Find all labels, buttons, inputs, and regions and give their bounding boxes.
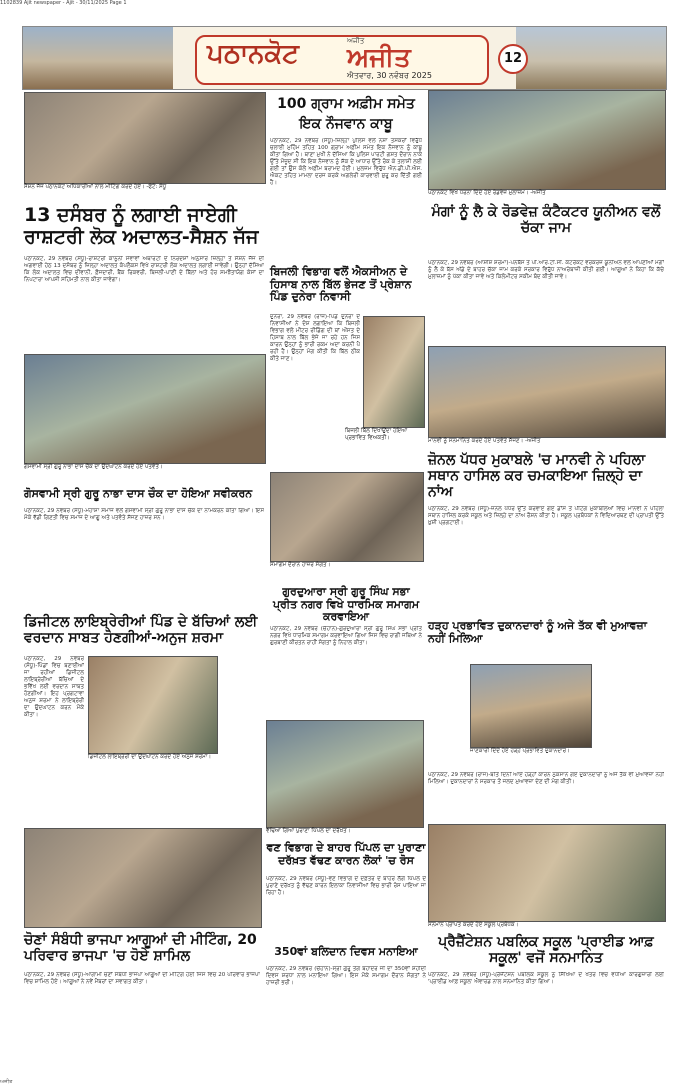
headline-opium-1: 100 ਗ੍ਰਾਮ ਅਫ਼ੀਮ ਸਮੇਤ (277, 96, 415, 112)
body-balidan: ਪਠਾਨਕੋਟ, 29 ਨਵੰਬਰ (ਚੌਹਾਨ)-ਸ੍ਰੀ ਗੁਰੂ ਤੇਗ ਬਹਾਦਰ ਜੀ ਦਾ 350ਵਾਂ ਸ਼ਹੀਦੀ ਦਿਵਸ ਸ਼ਰਧਾ ਨਾਲ ਮਨਾਇਆ ਗਿਆ। ਇਸ ਮੌਕੇ ਸਮਾਗਮ ਦੌਰਾਨ ਸੰਗਤਾਂ ਨੇ ਹਾਜ਼ਰੀ ਭਰੀ। (266, 966, 426, 986)
body-bjp: ਪਠਾਨਕੋਟ, 29 ਨਵੰਬਰ (ਸੰਧੂ)-ਆਗਾਮੀ ਚੋਣਾਂ ਸੰਬੰਧੀ ਭਾਜਪਾ ਆਗੂਆਂ ਦੀ ਮੀਟਿੰਗ ਹੋਈ ਜਿਸ ਵਿਚ 20 ਪਰਿਵਾਰ ਭਾਜਪਾ ਵਿਚ ਸ਼ਾਮਿਲ ਹੋਏ। ਆਗੂਆਂ ਨੇ ਨਵੇਂ ਮੈਂਬਰਾਂ ਦਾ ਸਵਾਗਤ ਕੀਤਾ। (24, 972, 260, 985)
photo-protest (428, 90, 666, 190)
caption-roadways: ਪਠਾਨਕੋਟ ਵਿਖੇ ਧਰਨਾ ਦਿੰਦੇ ਹੋਏ ਰੋਡਵੇਜ਼ ਮੁਲਾਜ਼ਮ। -ਅਜੀਤ (428, 190, 546, 196)
caption-presentation: ਸਨਮਾਨ ਪ੍ਰਾਪਤ ਕਰਦੇ ਹੋਏ ਸਕੂਲ ਪ੍ਰਬੰਧਕ। (428, 922, 519, 928)
photo-goswami (24, 354, 266, 464)
headline-gurudwara: ਗੁਰਦੁਆਰਾ ਸ੍ਰੀ ਗੁਰੂ ਸਿੰਘ ਸਭਾ ਪ੍ਰੀਤ ਨਗਰ ਵਿਖੇ ਧਾਰਮਿਕ ਸਮਾਗਮ ਕਰਵਾਇਆ (272, 585, 420, 624)
masthead-date: ਐਤਵਾਰ, 30 ਨਵੰਬਰ 2025 (347, 71, 432, 80)
footer: ਅਜੀਤ (0, 1079, 13, 1085)
caption-goswami: ਗੋਸਵਾਮੀ ਸ੍ਰੀ ਗੁਰੂ ਨਾਭਾ ਦਾਸ ਚੌਕ ਦਾ ਉਦਘਾਟਨ ਕਰਦੇ ਹੋਏ ਪਤਵੰਤੇ। (24, 464, 163, 470)
masthead-sub: ਅਜੀਤ (347, 37, 365, 45)
caption-lok-adalat: ਸੈਸ਼ਨ ਜੱਜ ਪਠਾਨਕੋਟ ਅਧਿਕਾਰੀਆਂ ਨਾਲ ਮੀਟਿੰਗ ਕਰਦੇ ਹੋਏ। -ਫੋਟੋ: ਸੰਧੂ (24, 184, 167, 190)
headline-lok-adalat: 13 ਦਸੰਬਰ ਨੂੰ ਲਗਾਈ ਜਾਏਗੀ ਰਾਸ਼ਟਰੀ ਲੋਕ ਅਦਾਲਤ-ਸੈਸ਼ਨ ਜੱਜ (24, 204, 259, 248)
body-zonal: ਪਠਾਨਕੋਟ, 29 ਨਵੰਬਰ (ਸੰਧੂ)-ਜ਼ੋਨਲ ਪੱਧਰ ਉੱਤੇ ਕਰਵਾਏ ਗਏ ਡਾਂਸ ਤੇ ਪੇਂਟਿੰਗ ਮੁਕਾਬਲਿਆਂ ਵਿਚ ਮਾਨਵੀ ਨੇ ਪਹਿਲਾ ਸਥਾਨ ਹਾਸਿਲ ਕਰਕੇ ਸਕੂਲ ਅਤੇ ਜ਼ਿਲ੍ਹੇ ਦਾ ਨਾਂਅ ਰੌਸ਼ਨ ਕੀਤਾ ਹੈ। ਸਕੂਲ ਪ੍ਰਬੰਧਕਾਂ ਨੇ ਵਿਦਿਆਰਥਣ ਦੀ ਪ੍ਰਾਪਤੀ ਉੱਤੇ ਖ਼ੁਸ਼ੀ ਪ੍ਰਗਟਾਈ। (428, 506, 664, 526)
body-tree: ਪਠਾਨਕੋਟ, 29 ਨਵੰਬਰ (ਸੰਧੂ)-ਵਣ ਵਿਭਾਗ ਦੇ ਦਫ਼ਤਰ ਦੇ ਬਾਹਰ ਲੱਗੇ ਪਿੱਪਲ ਦੇ ਪੁਰਾਣੇ ਦਰੱਖ਼ਤ ਨੂੰ ਵੱਢਣ ਕਾਰਨ ਇਲਾਕਾ ਨਿਵਾਸੀਆਂ ਵਿਚ ਭਾਰੀ ਰੋਸ ਪਾਇਆ ਜਾ ਰਿਹਾ ਹੈ। (266, 876, 426, 896)
photo-library (88, 656, 218, 754)
body-goswami: ਪਠਾਨਕੋਟ, 29 ਨਵੰਬਰ (ਸੰਧੂ)-ਮਹਾਸ਼ਾ ਸਮਾਜ ਵਲੋਂ ਗੋਸਵਾਮੀ ਸ੍ਰੀ ਗੁਰੂ ਨਾਭਾ ਦਾਸ ਚੌਕ ਦਾ ਨਾਮਕਰਨ ਕੀਤਾ ਗਿਆ। ਇਸ ਮੌਕੇ ਵੱਡੀ ਗਿਣਤੀ ਵਿਚ ਸਮਾਜ ਦੇ ਆਗੂ ਅਤੇ ਪਤਵੰਤੇ ਸੱਜਣ ਹਾਜ਼ਰ ਸਨ। (24, 508, 264, 521)
body-roadways: ਪਠਾਨਕੋਟ, 29 ਨਵੰਬਰ (ਆਸ਼ੀਸ਼ ਸ਼ਰਮਾ)-ਪਨਬੱਸ ਤੇ ਪੀ.ਆਰ.ਟੀ.ਸੀ. ਕੰਟਰੈਕਟ ਵਰਕਰਜ਼ ਯੂਨੀਅਨ ਵਲੋਂ ਆਪਣੀਆਂ ਮੰਗਾਂ ਨੂੰ ਲੈ ਕੇ ਬੱਸ ਅੱਡੇ ਦੇ ਬਾਹਰ ਚੱਕਾ ਜਾਮ ਕਰਕੇ ਸਰਕਾਰ ਵਿਰੁੱਧ ਨਾਅਰੇਬਾਜ਼ੀ ਕੀਤੀ ਗਈ। ਆਗੂਆਂ ਨੇ ਕਿਹਾ ਕਿ ਕੱਚੇ ਮੁਲਾਜ਼ਮਾਂ ਨੂੰ ਪੱਕਾ ਕੀਤਾ ਜਾਵੇ ਅਤੇ ਕਿਲੋਮੀਟਰ ਸਕੀਮ ਬੰਦ ਕੀਤੀ ਜਾਵੇ। (428, 260, 664, 280)
photo-zonal (428, 346, 666, 438)
headline-goswami: ਗੋਸਵਾਮੀ ਸ੍ਰੀ ਗੁਰੂ ਨਾਭਾ ਦਾਸ ਚੌਕ ਦਾ ਹੋਇਆ ਸਵੀਕਰਨ (24, 487, 253, 500)
headline-balidan: 350ਵਾਂ ਬਲਿਦਾਨ ਦਿਵਸ ਮਨਾਇਆ (274, 945, 418, 958)
masthead-photo-right (516, 27, 666, 89)
headline-roadways: ਮੰਗਾਂ ਨੂੰ ਲੈ ਕੇ ਰੋਡਵੇਜ਼ ਕੰਟੈਕਟਰ ਯੂਨੀਅਨ ਵਲੋਂ ਚੱਕਾ ਜਾਮ (431, 204, 661, 237)
body-opium: ਪਠਾਨਕੋਟ, 29 ਨਵੰਬਰ (ਸੰਧੂ)-ਜ਼ਿਲ੍ਹਾ ਪੁਲਿਸ ਵਲੋਂ ਨਸ਼ਾ ਤਸਕਰਾਂ ਵਿਰੁੱਧ ਚਲਾਈ ਮੁਹਿੰਮ ਤਹਿਤ 100 ਗ੍ਰਾਮ ਅਫ਼ੀਮ ਸਮੇਤ ਇਕ ਨੌਜਵਾਨ ਨੂੰ ਕਾਬੂ ਕੀਤਾ ਗਿਆ ਹੈ। ਥਾਣਾ ਮੁਖੀ ਨੇ ਦੱਸਿਆ ਕਿ ਪੁਲਿਸ ਪਾਰਟੀ ਗਸ਼ਤ ਦੌਰਾਨ ਨਾਕੇ ਉੱਤੇ ਮੌਜੂਦ ਸੀ ਕਿ ਇਕ ਨੌਜਵਾਨ ਨੂੰ ਸ਼ੱਕ ਦੇ ਆਧਾਰ ਉੱਤੇ ਰੋਕ ਕੇ ਤਲਾਸ਼ੀ ਲਈ ਗਈ ਤਾਂ ਉਸ ਕੋਲੋਂ ਅਫ਼ੀਮ ਬਰਾਮਦ ਹੋਈ। ਮੁਲਜ਼ਮ ਵਿਰੁੱਧ ਐਨ.ਡੀ.ਪੀ.ਐਸ. ਐਕਟ ਤਹਿਤ ਮਾਮਲਾ ਦਰਜ ਕਰਕੇ ਅਗਲੇਰੀ ਕਾਰਵਾਈ ਸ਼ੁਰੂ ਕਰ ਦਿੱਤੀ ਗਈ ਹੈ। (270, 138, 422, 186)
photo-presentation (428, 824, 666, 922)
headline-library: ਡਿਜੀਟਲ ਲਾਇਬ੍ਰੇਰੀਆਂ ਪਿੰਡ ਦੇ ਬੱਚਿਆਂ ਲਈ ਵਰਦਾਨ ਸਾਬਤ ਹੋਣਗੀਆਂ-ਅਨੁਜ ਸ਼ਰਮਾ (24, 614, 258, 647)
masthead (22, 26, 667, 90)
masthead-banner (195, 35, 489, 85)
masthead-city: ਪਠਾਨਕੋਟ (207, 39, 299, 69)
body-presentation: ਪਠਾਨਕੋਟ, 29 ਨਵੰਬਰ (ਸੰਧੂ)-ਪ੍ਰੈਜ਼ੈਂਟੇਸ਼ਨ ਪਬਲਿਕ ਸਕੂਲ ਨੂੰ ਸਿੱਖਿਆ ਦੇ ਖੇਤਰ ਵਿਚ ਵਧੀਆ ਕਾਰਗੁਜ਼ਾਰੀ ਲਈ 'ਪ੍ਰਾਈਡ ਆਫ਼ ਸਕੂਲ' ਐਵਾਰਡ ਨਾਲ ਸਨਮਾਨਿਤ ਕੀਤਾ ਗਿਆ। (428, 972, 664, 985)
photo-tree (266, 720, 424, 828)
photo-meeting (24, 92, 266, 184)
caption-gurudwara: ਸਮਾਗਮ ਦੌਰਾਨ ਹਾਜ਼ਰ ਸੰਗਤ। (270, 562, 331, 568)
body-electricity: ਦੁਨੇਰਾ, 29 ਨਵੰਬਰ (ਰਾਜ)-ਪਿੰਡ ਦੁਨੇਰਾ ਦੇ ਨਿਵਾਸੀਆਂ ਨੇ ਦੋਸ਼ ਲਗਾਇਆ ਕਿ ਬਿਜਲੀ ਵਿਭਾਗ ਵਲੋਂ ਮੀਟਰ ਰੀਡਿੰਗ ਦੀ ਥਾਂ ਔਸਤ ਦੇ ਹਿਸਾਬ ਨਾਲ ਬਿੱਲ ਭੇਜੇ ਜਾ ਰਹੇ ਹਨ ਜਿਸ ਕਾਰਨ ਉਨ੍ਹਾਂ ਨੂੰ ਭਾਰੀ ਰਕਮ ਅਦਾ ਕਰਨੀ ਪੈ ਰਹੀ ਹੈ। ਉਨ੍ਹਾਂ ਮੰਗ ਕੀਤੀ ਕਿ ਬਿੱਲ ਠੀਕ ਕੀਤੇ ਜਾਣ। (270, 314, 360, 362)
headline-zonal: ਜ਼ੋਨਲ ਪੱਧਰ ਮੁਕਾਬਲੇ 'ਚ ਮਾਨਵੀ ਨੇ ਪਹਿਲਾ ਸਥਾਨ ਹਾਸਿਲ ਕਰ ਚਮਕਾਇਆ ਜ਼ਿਲ੍ਹੇ ਦਾ ਨਾਂਅ (428, 452, 646, 501)
headline-bjp: ਚੋਣਾਂ ਸੰਬੰਧੀ ਭਾਜਪਾ ਆਗੂਆਂ ਦੀ ਮੀਟਿੰਗ, 20 ਪਰਿਵਾਰ ਭਾਜਪਾ 'ਚ ਹੋਏ ਸ਼ਾਮਿਲ (24, 932, 257, 965)
photo-electricity (363, 316, 425, 428)
headline-opium-2: ਇਕ ਨੌਜਵਾਨ ਕਾਬੂ (299, 116, 393, 132)
caption-zonal: ਮਾਨਵੀ ਨੂੰ ਸਨਮਾਨਿਤ ਕਰਦੇ ਹੋਏ ਪਤਵੰਤੇ ਸੱਜਣ। -ਅਜੀਤ (428, 438, 541, 444)
body-gurudwara: ਪਠਾਨਕੋਟ, 29 ਨਵੰਬਰ (ਚੌਹਾਨ)-ਗੁਰਦੁਆਰਾ ਸ੍ਰੀ ਗੁਰੂ ਸਿੰਘ ਸਭਾ ਪ੍ਰੀਤ ਨਗਰ ਵਿਖੇ ਧਾਰਮਿਕ ਸਮਾਗਮ ਕਰਵਾਇਆ ਗਿਆ ਜਿਸ ਵਿਚ ਰਾਗੀ ਜਥਿਆਂ ਨੇ ਗੁਰਬਾਣੀ ਕੀਰਤਨ ਰਾਹੀਂ ਸੰਗਤਾਂ ਨੂੰ ਨਿਹਾਲ ਕੀਤਾ। (270, 626, 422, 646)
masthead-paper: ਅਜੀਤ (347, 43, 411, 73)
photo-bjp (24, 828, 262, 928)
caption-library: ਡਿਜੀਟਲ ਲਾਇਬ੍ਰੇਰੀ ਦਾ ਉਦਘਾਟਨ ਕਰਦੇ ਹੋਏ ਅਨੁਜ ਸ਼ਰਮਾ। (88, 754, 212, 760)
body-flood: ਪਠਾਨਕੋਟ, 29 ਨਵੰਬਰ (ਰਾਜ)-ਬੀਤੇ ਦਿਨੀਂ ਆਏ ਹੜ੍ਹਾਂ ਕਾਰਨ ਨੁਕਸਾਨੇ ਗਏ ਦੁਕਾਨਦਾਰਾਂ ਨੂੰ ਅਜੇ ਤੱਕ ਵੀ ਮੁਆਵਜ਼ਾ ਨਹੀਂ ਮਿਲਿਆ। ਦੁਕਾਨਦਾਰਾਂ ਨੇ ਸਰਕਾਰ ਤੋਂ ਜਲਦ ਮੁਆਵਜ਼ਾ ਦੇਣ ਦੀ ਮੰਗ ਕੀਤੀ। (428, 772, 664, 785)
photo-flood (470, 664, 592, 748)
headline-flood: ਹੜ੍ਹ ਪ੍ਰਭਾਵਿਤ ਦੁਕਾਨਦਾਰਾਂ ਨੂੰ ਅਜੇ ਤੱਕ ਵੀ ਮੁਆਵਜ਼ਾ ਨਹੀਂ ਮਿਲਿਆ (428, 619, 647, 645)
photo-gurudwara (270, 472, 424, 562)
body-lok-adalat: ਪਠਾਨਕੋਟ, 29 ਨਵੰਬਰ (ਸੰਧੂ)-ਰਾਸ਼ਟਰੀ ਕਾਨੂੰਨੀ ਸੇਵਾਵਾਂ ਅਥਾਰਟੀ ਦੇ ਨਿਰਦੇਸ਼ਾਂ ਅਨੁਸਾਰ ਜ਼ਿਲ੍ਹਾ ਤੇ ਸੈਸ਼ਨ ਜੱਜ ਦੀ ਅਗਵਾਈ ਹੇਠ 13 ਦਸੰਬਰ ਨੂੰ ਜ਼ਿਲ੍ਹਾ ਅਦਾਲਤ ਕੰਪਲੈਕਸ ਵਿਖੇ ਰਾਸ਼ਟਰੀ ਲੋਕ ਅਦਾਲਤ ਲਗਾਈ ਜਾਵੇਗੀ। ਉਨ੍ਹਾਂ ਦੱਸਿਆ ਕਿ ਲੋਕ ਅਦਾਲਤ ਵਿਚ ਦੀਵਾਨੀ, ਫ਼ੌਜਦਾਰੀ, ਬੈਂਕ ਰਿਕਵਰੀ, ਬਿਜਲੀ-ਪਾਣੀ ਦੇ ਬਿੱਲਾਂ ਅਤੇ ਹੋਰ ਸਮਝੌਤਾਯੋਗ ਕੇਸਾਂ ਦਾ ਨਿਪਟਾਰਾ ਆਪਸੀ ਸਹਿਮਤੀ ਨਾਲ ਕੀਤਾ ਜਾਵੇਗਾ। (24, 256, 264, 283)
print-strip: 1102839 Ajit newspaper - Ajit - 30/11/2025 Page 1 (0, 0, 127, 6)
masthead-photo-left (23, 27, 173, 89)
body-library: ਪਠਾਨਕੋਟ, 29 ਨਵੰਬਰ (ਸੰਧੂ)-ਪਿੰਡਾਂ ਵਿਚ ਬਣਾਈਆਂ ਜਾ ਰਹੀਆਂ ਡਿਜੀਟਲ ਲਾਇਬ੍ਰੇਰੀਆਂ ਬੱਚਿਆਂ ਦੇ ਭਵਿੱਖ ਲਈ ਵਰਦਾਨ ਸਾਬਤ ਹੋਣਗੀਆਂ। ਇਹ ਪ੍ਰਗਟਾਵਾ ਅਨੁਜ ਸ਼ਰਮਾ ਨੇ ਲਾਇਬ੍ਰੇਰੀ ਦਾ ਉਦਘਾਟਨ ਕਰਨ ਮੌਕੇ ਕੀਤਾ। (24, 656, 84, 718)
caption-tree: ਵੱਢਿਆ ਗਿਆ ਪੁਰਾਣਾ ਪਿੱਪਲ ਦਾ ਦਰੱਖ਼ਤ। (266, 828, 351, 834)
headline-tree: ਵਣ ਵਿਭਾਗ ਦੇ ਬਾਹਰ ਪਿੱਪਲ ਦਾ ਪੁਰਾਣਾ ਦਰੱਖ਼ਤ ਵੱਢਣ ਕਾਰਨ ਲੋਕਾਂ 'ਚ ਰੋਸ (266, 841, 426, 867)
headline-electricity: ਬਿਜਲੀ ਵਿਭਾਗ ਵਲੋਂ ਐਕਸੀਅਨ ਦੇ ਹਿਸਾਬ ਨਾਲ ਬਿੱਲ ਭੇਜਣ ਤੋਂ ਪ੍ਰੇਸ਼ਾਨ ਪਿੰਡ ਦੁਨੇਰਾ ਨਿਵਾਸੀ (270, 265, 412, 304)
caption-electricity: ਬਿਜਲੀ ਬਿੱਲ ਦਿਖਾਉਂਦਾ ਹੋਇਆ ਪ੍ਰਭਾਵਿਤ ਵਿਅਕਤੀ। (345, 428, 408, 441)
headline-presentation: ਪ੍ਰੈਜ਼ੈਂਟੇਸ਼ਨ ਪਬਲਿਕ ਸਕੂਲ 'ਪ੍ਰਾਈਡ ਆਫ਼ ਸਕੂਲ' ਵਜੋਂ ਸਨਮਾਨਿਤ (438, 934, 654, 967)
caption-flood: ਜਾਣਕਾਰੀ ਦਿੰਦੇ ਹੋਏ ਹੜ੍ਹ ਪ੍ਰਭਾਵਿਤ ਦੁਕਾਨਦਾਰ। (470, 748, 570, 754)
page-number: 12 (498, 44, 528, 74)
